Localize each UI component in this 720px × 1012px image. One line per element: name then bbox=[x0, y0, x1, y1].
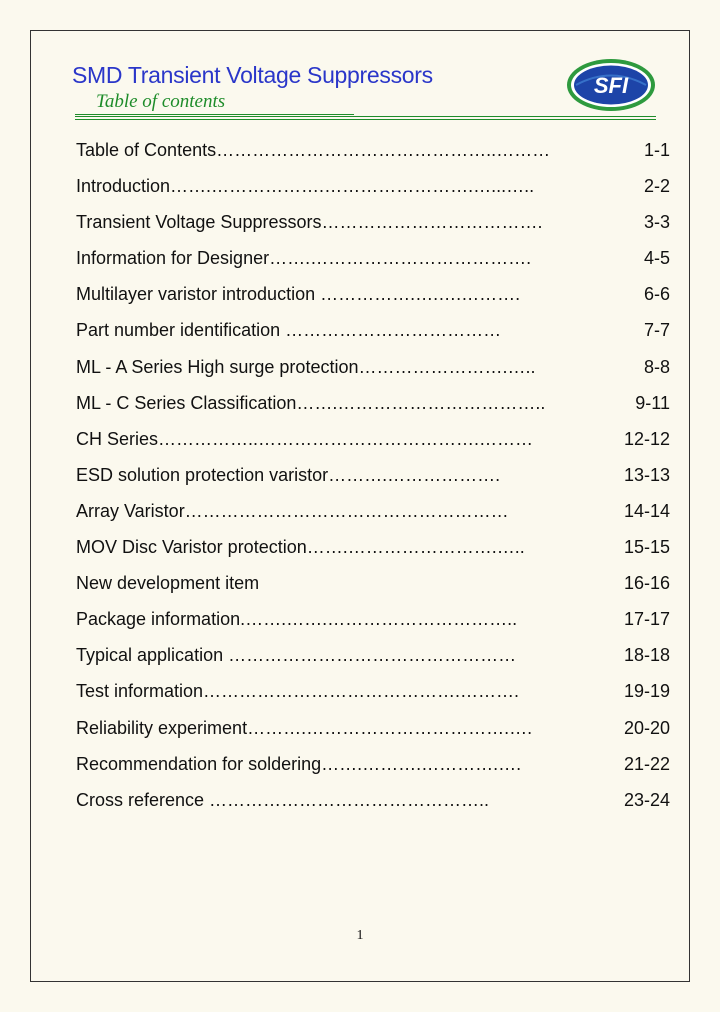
toc-entry[interactable] bbox=[76, 281, 672, 317]
sfi-logo bbox=[566, 58, 656, 112]
subtitle-underline bbox=[75, 114, 354, 115]
header-divider bbox=[75, 116, 656, 120]
toc-entry-label: Recommendation for soldering…….……….………….…. bbox=[76, 753, 522, 774]
toc-entry-label: Part number identification ……………………………… bbox=[76, 320, 502, 341]
toc-entry[interactable] bbox=[76, 245, 672, 281]
toc-entry-page: 17-17 bbox=[623, 609, 670, 630]
toc-entry-label: Information for Designer…….………………………………. bbox=[76, 248, 532, 269]
toc-entry-page: 20-20 bbox=[623, 717, 670, 738]
toc-entry[interactable] bbox=[76, 317, 672, 353]
document-title: SMD Transient Voltage Suppressors bbox=[72, 62, 433, 88]
toc-entry-label: Package information.…….…….………………………….. bbox=[76, 609, 518, 630]
toc-entry[interactable] bbox=[76, 354, 672, 390]
toc-entry[interactable] bbox=[76, 426, 672, 462]
toc-entry-page: 3-3 bbox=[643, 212, 670, 233]
toc-entry-label: Reliability experiment……….…………………………….…. bbox=[76, 717, 533, 738]
toc-entry-page: 6-6 bbox=[643, 284, 670, 305]
toc-entry[interactable] bbox=[76, 498, 672, 534]
toc-entry[interactable] bbox=[76, 606, 672, 642]
toc-entry-label: Test information…………………………………….………. bbox=[76, 681, 520, 702]
toc-entry-label: New development item bbox=[76, 573, 260, 594]
toc-entry[interactable] bbox=[76, 678, 672, 714]
toc-entry-label: ML - A Series High surge protection…………………….….. bbox=[76, 356, 536, 377]
toc-entry-page: 1-1 bbox=[643, 140, 670, 160]
toc-entry-page: 19-19 bbox=[623, 681, 670, 702]
toc-entry-page: 2-2 bbox=[643, 176, 670, 197]
toc-entry[interactable] bbox=[76, 209, 672, 245]
toc-entry-label: Multilayer varistor introduction …………….….….………. bbox=[76, 284, 521, 305]
toc-entry-page: 18-18 bbox=[623, 645, 670, 666]
toc-entry-label: ESD solution protection varistor……….………………. bbox=[76, 464, 501, 485]
toc-entry-label: Introduction…….……………….…………………….…...….. bbox=[76, 176, 535, 197]
toc-entry-page: 9-11 bbox=[635, 392, 670, 413]
toc-entry-label: Transient Voltage Suppressors………………………………. bbox=[76, 212, 543, 233]
toc-entry[interactable] bbox=[76, 390, 672, 426]
document-subtitle: Table of contents bbox=[96, 91, 226, 112]
logo-text: SFI bbox=[593, 73, 629, 98]
toc-entry-page: 7-7 bbox=[643, 320, 670, 341]
toc-entry-page: 8-8 bbox=[643, 356, 670, 377]
toc-entry-page: 14-14 bbox=[623, 500, 670, 521]
toc-entry-page: 16-16 bbox=[623, 573, 670, 594]
toc-entry[interactable] bbox=[76, 715, 672, 751]
toc-entry-page: 23-24 bbox=[623, 789, 670, 810]
toc-entry-page: 15-15 bbox=[623, 537, 670, 558]
toc-entry-page: 13-13 bbox=[623, 464, 670, 485]
toc-entry[interactable] bbox=[76, 534, 672, 570]
toc-entry[interactable] bbox=[76, 751, 672, 787]
toc-entry[interactable] bbox=[76, 137, 672, 173]
toc-entry-label: CH Series……………..……………………………….……… bbox=[76, 428, 534, 449]
page-number: 1 bbox=[356, 928, 364, 943]
toc-entry-label: MOV Disc Varistor protection…….…………………….….. bbox=[76, 537, 525, 558]
toc-entry[interactable] bbox=[76, 462, 672, 498]
toc-entry[interactable] bbox=[76, 787, 672, 823]
toc-entry-label: Array Varistor……………………………………………… bbox=[76, 500, 509, 521]
toc-entry-label: Cross reference ……………………………………….. bbox=[76, 789, 490, 810]
toc-entry-label: Table of Contents………………………………………..……… bbox=[76, 140, 551, 160]
toc-entry[interactable] bbox=[76, 173, 672, 209]
toc-entry-page: 12-12 bbox=[623, 428, 670, 449]
table-of-contents bbox=[76, 137, 672, 823]
toc-entry-page: 21-22 bbox=[623, 753, 670, 774]
toc-entry-label: Typical application ………………………………………… bbox=[76, 645, 517, 666]
toc-entry[interactable] bbox=[76, 642, 672, 678]
toc-entry-label: ML - C Series Classification…….…………………………….. bbox=[76, 392, 546, 413]
toc-entry[interactable] bbox=[76, 570, 672, 606]
toc-entry-page: 4-5 bbox=[643, 248, 670, 269]
